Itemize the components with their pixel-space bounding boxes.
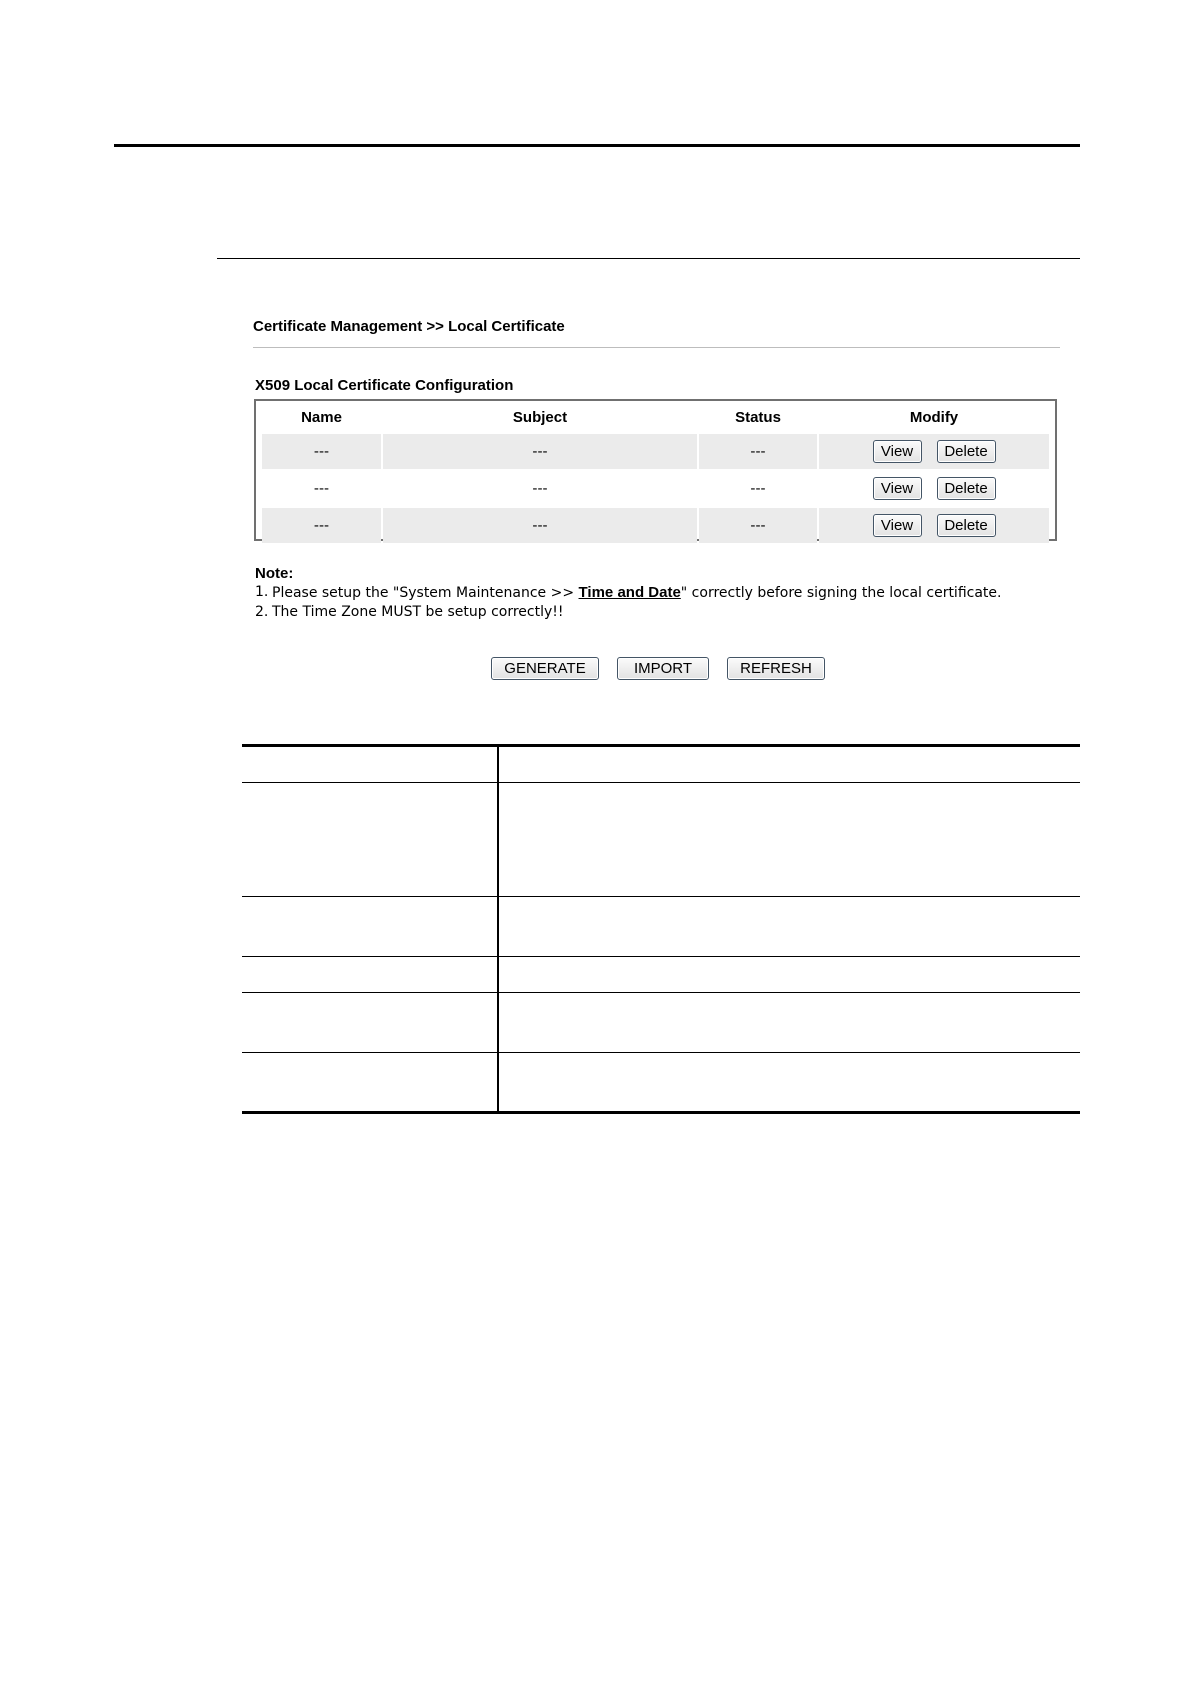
refresh-button[interactable]: REFRESH xyxy=(727,657,825,680)
cell-modify xyxy=(819,471,1049,506)
delete-button[interactable]: Delete xyxy=(937,477,996,500)
action-buttons xyxy=(491,657,825,680)
column-header-subject: Subject xyxy=(512,409,568,426)
column-header-modify: Modify xyxy=(909,409,959,426)
description-cell xyxy=(498,783,1080,897)
note-text: Please setup the "System Maintenance >> xyxy=(272,585,579,601)
description-table xyxy=(242,744,1080,1114)
view-button[interactable]: View xyxy=(873,440,922,463)
section-rule xyxy=(217,258,1080,259)
table-row xyxy=(242,1053,1080,1113)
table-row xyxy=(262,508,1049,543)
cell-name: --- xyxy=(262,508,381,543)
table-header-row xyxy=(262,403,1049,432)
cell-name: --- xyxy=(262,434,381,469)
description-cell xyxy=(242,783,498,897)
cell-status: --- xyxy=(699,434,817,469)
description-cell xyxy=(498,897,1080,957)
delete-button[interactable]: Delete xyxy=(937,514,996,537)
note-item-1 xyxy=(255,583,1061,603)
description-cell xyxy=(498,993,1080,1053)
breadcrumb: Certificate Management >> Local Certificate xyxy=(253,318,565,335)
notes-section xyxy=(255,564,1061,622)
local-certificate-panel xyxy=(253,318,1061,622)
table-row xyxy=(242,783,1080,897)
description-cell xyxy=(242,746,498,783)
view-button[interactable]: View xyxy=(873,477,922,500)
table-row xyxy=(242,897,1080,957)
note-text: The Time Zone MUST be setup correctly!! xyxy=(272,604,564,620)
breadcrumb-divider xyxy=(253,347,1060,348)
certificate-table-box xyxy=(254,399,1057,541)
column-header-status: Status xyxy=(735,409,781,426)
view-button[interactable]: View xyxy=(873,514,922,537)
description-cell xyxy=(242,993,498,1053)
generate-button[interactable]: GENERATE xyxy=(491,657,599,680)
cell-status: --- xyxy=(699,508,817,543)
page-top-rule xyxy=(114,144,1080,147)
cell-subject: --- xyxy=(383,434,697,469)
delete-button[interactable]: Delete xyxy=(937,440,996,463)
table-row xyxy=(262,434,1049,469)
description-cell xyxy=(498,746,1080,783)
certificate-table xyxy=(260,401,1051,545)
cell-modify xyxy=(819,434,1049,469)
cell-modify xyxy=(819,508,1049,543)
cell-name: --- xyxy=(313,480,330,497)
cell-subject: --- xyxy=(383,508,697,543)
section-title: X509 Local Certificate Configuration xyxy=(255,377,514,394)
note-text: " correctly before signing the local certificate. xyxy=(680,585,1002,601)
column-header-name: Name xyxy=(301,409,342,426)
note-title: Note: xyxy=(255,565,294,582)
description-cell xyxy=(498,957,1080,993)
cell-status: --- xyxy=(750,480,766,497)
table-row xyxy=(242,746,1080,783)
table-row xyxy=(242,993,1080,1053)
description-cell xyxy=(242,1053,498,1113)
description-cell xyxy=(498,1053,1080,1113)
description-cell xyxy=(242,897,498,957)
table-row xyxy=(262,471,1049,506)
cell-subject: --- xyxy=(532,480,548,497)
note-number: 2. xyxy=(255,604,269,620)
description-cell xyxy=(242,957,498,993)
note-number: 1. xyxy=(255,584,269,600)
import-button[interactable]: IMPORT xyxy=(617,657,709,680)
time-and-date-link[interactable]: Time and Date xyxy=(578,584,681,601)
note-item-2 xyxy=(255,603,1061,622)
table-row xyxy=(242,957,1080,993)
